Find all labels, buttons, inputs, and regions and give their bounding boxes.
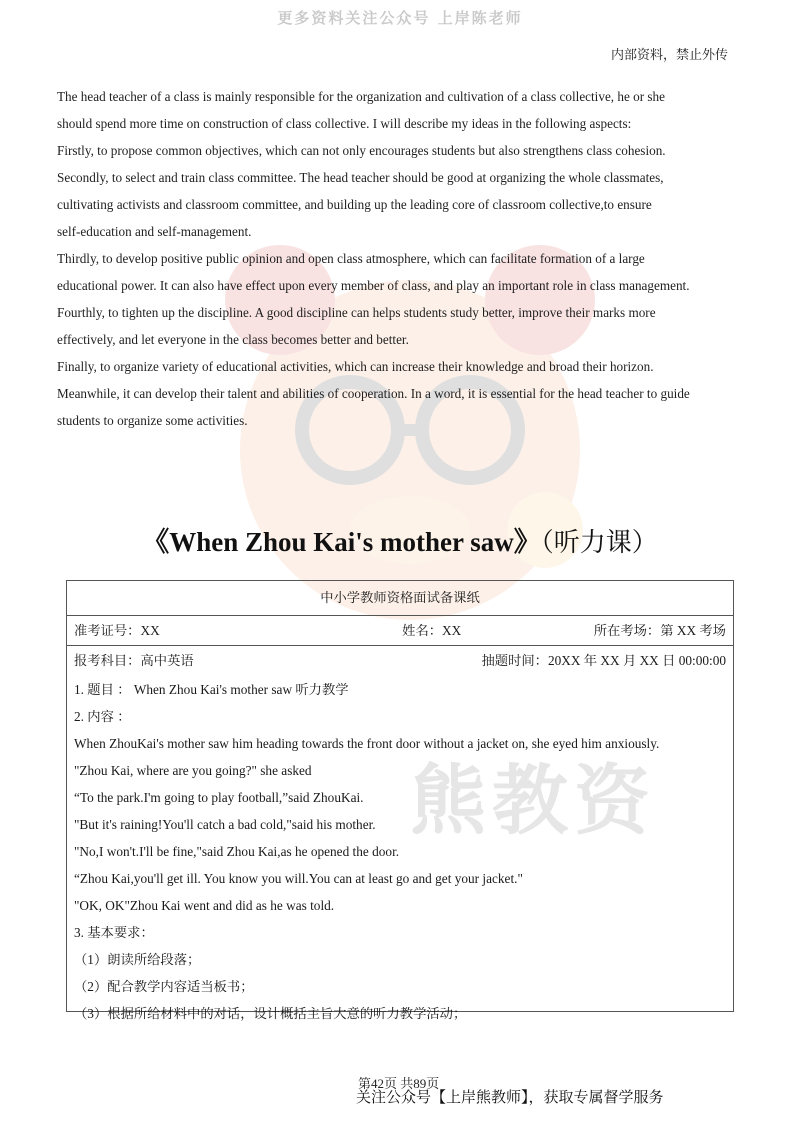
essay-line: Secondly, to select and train class committee. The head teacher should be good at organizing the whole classmates,: [57, 170, 664, 185]
content-line: 2. 内容 ：: [74, 709, 131, 724]
content-line: 1. 题目 ： When Zhou Kai's mother saw 听力教学: [74, 682, 349, 697]
essay-line: effectively, and let everyone in the class becomes better and better.: [57, 332, 409, 347]
draw-time: 抽题时间：20XX 年 XX 月 XX 日 00:00:00: [481, 653, 726, 668]
essay-line: cultivating activists and classroom committee, and building up the leading core of classroom collective,to ensure: [57, 197, 652, 212]
essay-line: educational power. It can also have effect upon every member of class, and play an important role in class management.: [57, 278, 690, 293]
top-watermark: 更多资料关注公众号 上岸陈老师: [277, 9, 523, 27]
essay-line: students to organize some activities.: [57, 413, 248, 428]
lesson-title-text: 《When Zhou Kai's mother saw》: [142, 527, 541, 557]
subject-info-row: [67, 646, 733, 676]
internal-note: 内部资料，禁止外传: [610, 48, 728, 63]
content-line: "Zhou Kai, where are you going?" she asked: [74, 763, 312, 778]
essay-line: Thirdly, to develop positive public opinion and open class atmosphere, which can facilitate formation of a large: [57, 251, 645, 266]
lesson-title-suffix: （听力课）: [540, 528, 658, 558]
essay-line: should spend more time on construction of class collective. I will describe my ideas in the following aspects:: [57, 116, 632, 131]
content-line: （1）朗读所给段落；: [74, 952, 201, 967]
essay-line: self-education and self-management.: [57, 224, 252, 239]
follow-notice: 关注公众号【上岸熊教师】，获取专属督学服务: [356, 1088, 664, 1106]
page-number: 第42页 共89页: [358, 1076, 440, 1091]
sheet-content: [67, 676, 733, 1027]
essay-line: Meanwhile, it can develop their talent and abilities of cooperation. In a word, it is essential for the head teacher to guide: [57, 386, 690, 401]
essay-line: Finally, to organize variety of educational activities, which can increase their knowledge and broad their horizon.: [57, 359, 654, 374]
essay-line: Fourthly, to tighten up the discipline. A good discipline can helps students study better, improve their marks more: [57, 305, 656, 320]
exam-subject: 报考科目：高中英语: [74, 653, 194, 668]
content-line: （3）根据所给材料中的对话，设计概括主旨大意的听力教学活动；: [74, 1006, 467, 1021]
content-line: “Zhou Kai,you'll get ill. You know you will.You can at least go and get your jacket.": [74, 871, 523, 886]
exam-venue: 所在考场：第 XX 考场: [593, 623, 726, 638]
essay-text: [57, 83, 747, 434]
content-line: “To the park.I'm going to play football,”said ZhouKai.: [74, 790, 364, 805]
content-line: "No,I won't.I'll be fine,"said Zhou Kai,as he opened the door.: [74, 844, 400, 859]
content-line: When ZhouKai's mother saw him heading towards the front door without a jacket on, she eyed him anxiously.: [74, 736, 660, 751]
brand-watermark: 熊教资: [410, 756, 656, 845]
content-line: （2）配合教学内容适当板书；: [74, 979, 254, 994]
lesson-prep-sheet: [66, 580, 734, 1021]
sheet-heading: 中小学教师资格面试备课纸: [67, 581, 733, 616]
essay-line: The head teacher of a class is mainly responsible for the organization and cultivation of a class collective, he or she: [57, 89, 665, 104]
essay-line: Firstly, to propose common objectives, which can not only encourages students but also strengthens class cohesion.: [57, 143, 666, 158]
exam-number: 准考证号：XX: [74, 623, 160, 638]
content-line: "But it's raining!You'll catch a bad cold,"said his mother.: [74, 817, 376, 832]
candidate-info-row: [67, 616, 733, 646]
content-line: 3. 基本要求：: [74, 925, 154, 940]
candidate-name: 姓名：XX: [402, 623, 462, 638]
content-line: "OK, OK"Zhou Kai went and did as he was told.: [74, 898, 335, 913]
lesson-title: [0, 520, 800, 559]
